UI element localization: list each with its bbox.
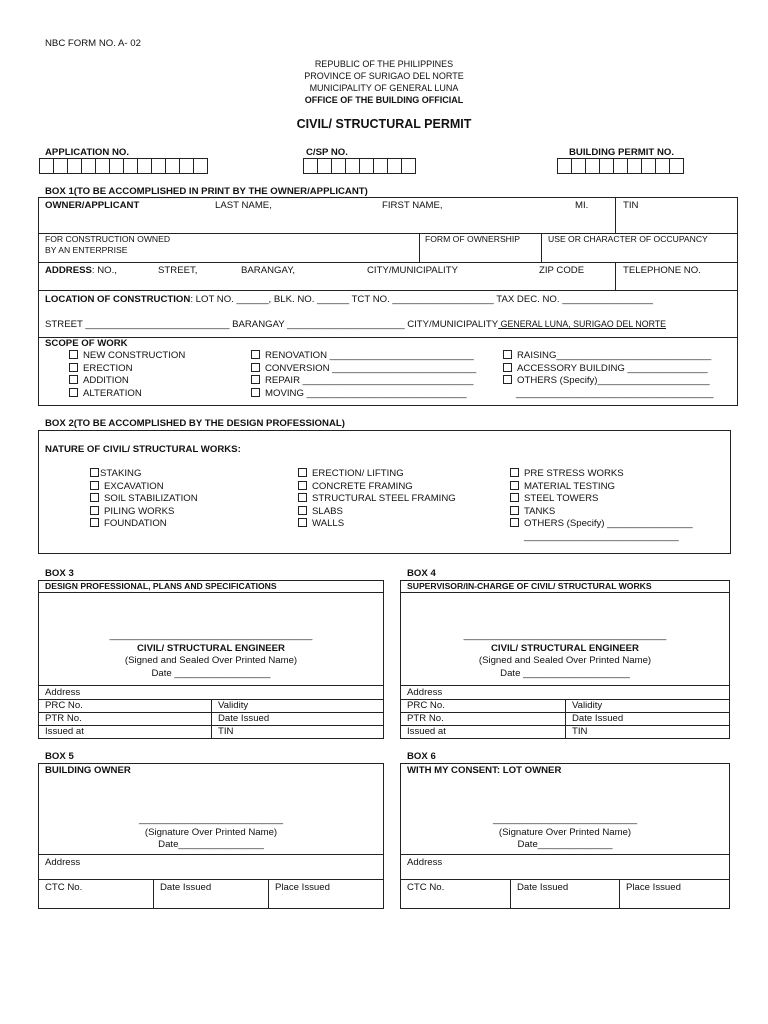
nature-of-works-label: NATURE OF CIVIL/ STRUCTURAL WORKS: <box>45 444 241 455</box>
work-piling-works[interactable]: PILING WORKS <box>90 506 198 519</box>
street-barangay-city-line: STREET ___________________________ BARANGAY ______________________ CITY/MUNICIPALITY GENERAL LUNA, SURIGAO DEL NORTE <box>45 319 667 330</box>
box6-signature-block <box>400 814 730 852</box>
box6-date-issued: Date Issued <box>517 882 569 893</box>
work-slabs[interactable]: SLABS <box>298 506 456 519</box>
scope-moving[interactable]: MOVING ______________________________ <box>251 388 476 401</box>
page-title: CIVIL/ STRUCTURAL PERMIT <box>296 117 472 131</box>
scope-col-2 <box>251 350 476 400</box>
work-staking[interactable]: STAKING <box>90 468 198 481</box>
scope-others[interactable]: OTHERS (Specify)_____________________ <box>503 375 713 388</box>
scope-col-1 <box>69 350 185 400</box>
barangay-label: BARANGAY, <box>241 265 296 276</box>
scope-others-line: _____________________________________ <box>516 387 714 399</box>
box6-place-issued: Place Issued <box>626 882 681 893</box>
nature-col-1 <box>90 468 198 531</box>
box3-label: BOX 3 <box>45 568 74 579</box>
box3-signature-block <box>38 630 384 680</box>
box3-issued-at: Issued at <box>45 726 84 737</box>
city-value: GENERAL LUNA, SURIGAO DEL NORTE <box>498 319 667 329</box>
scope-new-construction[interactable]: NEW CONSTRUCTION <box>69 350 185 363</box>
box5-signature-note: (Signature Over Printed Name) <box>144 826 278 838</box>
box5-label: BOX 5 <box>45 751 74 762</box>
scope-conversion[interactable]: CONVERSION ___________________________ <box>251 363 476 376</box>
application-no-label: APPLICATION NO. <box>45 147 130 158</box>
box1-heading: BOX 1(TO BE ACCOMPLISHED IN PRINT BY THE OWNER/APPLICANT) <box>45 186 368 197</box>
work-structural-steel-framing[interactable]: STRUCTURAL STEEL FRAMING <box>298 493 456 506</box>
building-permit-no-cells[interactable] <box>558 158 684 174</box>
box4-ptr: PTR No. <box>407 713 444 724</box>
box3-ptr: PTR No. <box>45 713 82 724</box>
scope-alteration[interactable]: ALTERATION <box>69 388 185 401</box>
scope-of-work-label: SCOPE OF WORK <box>45 338 128 349</box>
work-tanks[interactable]: TANKS <box>510 506 693 519</box>
box4-validity: Validity <box>572 700 603 711</box>
scope-raising[interactable]: RAISING_____________________________ <box>503 350 713 363</box>
work-others-line: _____________________________ <box>524 530 679 542</box>
box6-heading: WITH MY CONSENT: LOT OWNER <box>407 765 562 776</box>
box3-signed-note: (Signed and Sealed Over Printed Name) <box>124 655 298 666</box>
box2-heading: BOX 2(TO BE ACCOMPLISHED BY THE DESIGN PROFESSIONAL) <box>45 418 345 429</box>
box3-signature-line[interactable]: ______________________________________ <box>109 630 313 641</box>
box5-place-issued: Place Issued <box>275 882 330 893</box>
box4-heading: SUPERVISOR/IN-CHARGE OF CIVIL/ STRUCTURAL WORKS <box>407 581 652 591</box>
box4-signature-block <box>400 630 730 680</box>
box5-signature-line[interactable]: ___________________________ <box>138 814 284 825</box>
telephone-label: TELEPHONE NO. <box>623 265 701 276</box>
csp-no-label: C/SP NO. <box>306 147 348 158</box>
owner-tin-label: TIN <box>623 200 639 211</box>
box3-validity: Validity <box>218 700 249 711</box>
application-no-cells[interactable] <box>40 158 208 174</box>
box3-engineer-title: CIVIL/ STRUCTURAL ENGINEER <box>136 642 285 654</box>
scope-erection[interactable]: ERECTION <box>69 363 185 376</box>
zip-label: ZIP CODE <box>539 265 585 276</box>
box6-label: BOX 6 <box>407 751 436 762</box>
box3-date: Date __________________ <box>151 667 271 679</box>
work-pre-stress[interactable]: PRE STRESS WORKS <box>510 468 693 481</box>
box6-date: Date______________ <box>517 839 613 850</box>
enterprise-label: FOR CONSTRUCTION OWNED BY AN ENTERPRISE <box>45 234 171 255</box>
box4-prc: PRC No. <box>407 700 445 711</box>
box6-address: Address <box>407 857 443 868</box>
box4-tin: TIN <box>572 726 588 737</box>
scope-repair[interactable]: REPAIR ________________________________ <box>251 375 476 388</box>
location-line: LOCATION OF CONSTRUCTION: LOT NO. ______, BLK. NO. ______ TCT NO. ___________________ TAX DEC. NO. _________________ <box>45 294 653 305</box>
mi-label: MI. <box>575 200 589 211</box>
box5-address: Address <box>45 857 81 868</box>
box4-engineer-title: CIVIL/ STRUCTURAL ENGINEER <box>490 642 639 654</box>
work-foundation[interactable]: FOUNDATION <box>90 518 198 531</box>
box3-prc: PRC No. <box>45 700 83 711</box>
box3-date-issued: Date Issued <box>218 713 270 724</box>
form-number: NBC FORM NO. A- 02 <box>45 38 141 49</box>
scope-addition[interactable]: ADDITION <box>69 375 185 388</box>
work-excavation[interactable]: EXCAVATION <box>90 481 198 494</box>
box6-signature-note: (Signature Over Printed Name) <box>498 826 632 838</box>
building-permit-no-label: BUILDING PERMIT NO. <box>569 147 674 158</box>
box4-signed-note: (Signed and Sealed Over Printed Name) <box>478 655 652 666</box>
box4-issued-at: Issued at <box>407 726 446 737</box>
box6-ctc: CTC No. <box>407 882 445 893</box>
work-soil-stabilization[interactable]: SOIL STABILIZATION <box>90 493 198 506</box>
box5-date: Date________________ <box>158 839 264 850</box>
header-province: PROVINCE OF SURIGAO DEL NORTE <box>304 71 464 81</box>
form-of-ownership-label: FORM OF OWNERSHIP <box>425 234 521 244</box>
scope-accessory-building[interactable]: ACCESSORY BUILDING _______________ <box>503 363 713 376</box>
box3-heading: DESIGN PROFESSIONAL, PLANS AND SPECIFICATIONS <box>45 581 277 591</box>
box6-signature-line[interactable]: ___________________________ <box>492 814 638 825</box>
box5-date-issued: Date Issued <box>160 882 212 893</box>
work-erection-lifting[interactable]: ERECTION/ LIFTING <box>298 468 456 481</box>
work-others[interactable]: OTHERS (Specify) ________________ <box>510 518 693 531</box>
first-name-label: FIRST NAME, <box>382 200 443 211</box>
scope-col-3 <box>503 350 713 400</box>
box4-label: BOX 4 <box>407 568 436 579</box>
work-concrete-framing[interactable]: CONCRETE FRAMING <box>298 481 456 494</box>
box5-signature-block <box>38 814 384 852</box>
street-label: STREET, <box>158 265 198 276</box>
use-occupancy-label: USE OR CHARACTER OF OCCUPANCY <box>548 234 708 244</box>
csp-no-cells[interactable] <box>304 158 416 174</box>
work-steel-towers[interactable]: STEEL TOWERS <box>510 493 693 506</box>
box3-tin: TIN <box>218 726 234 737</box>
header-block <box>234 58 534 106</box>
city-label: CITY/MUNICIPALITY <box>367 265 458 276</box>
header-municipality: MUNICIPALITY OF GENERAL LUNA <box>309 83 459 93</box>
nature-col-3 <box>510 468 693 543</box>
last-name-label: LAST NAME, <box>215 200 272 211</box>
box5-heading: BUILDING OWNER <box>45 765 131 776</box>
scope-renovation[interactable]: RENOVATION ___________________________ <box>251 350 476 363</box>
box4-date: Date ____________________ <box>500 667 630 679</box>
box4-date-issued: Date Issued <box>572 713 624 724</box>
work-walls[interactable]: WALLS <box>298 518 456 531</box>
address-label: ADDRESS: NO., <box>45 265 117 276</box>
work-material-testing[interactable]: MATERIAL TESTING <box>510 481 693 494</box>
box3-address: Address <box>45 687 81 698</box>
header-country: REPUBLIC OF THE PHILIPPINES <box>314 59 454 69</box>
header-office: OFFICE OF THE BUILDING OFFICIAL <box>304 95 464 105</box>
owner-applicant-label: OWNER/APPLICANT <box>45 200 140 211</box>
box5-ctc: CTC No. <box>45 882 83 893</box>
box4-address: Address <box>407 687 443 698</box>
nature-col-2 <box>298 468 456 531</box>
box4-signature-line[interactable]: ______________________________________ <box>463 630 667 641</box>
